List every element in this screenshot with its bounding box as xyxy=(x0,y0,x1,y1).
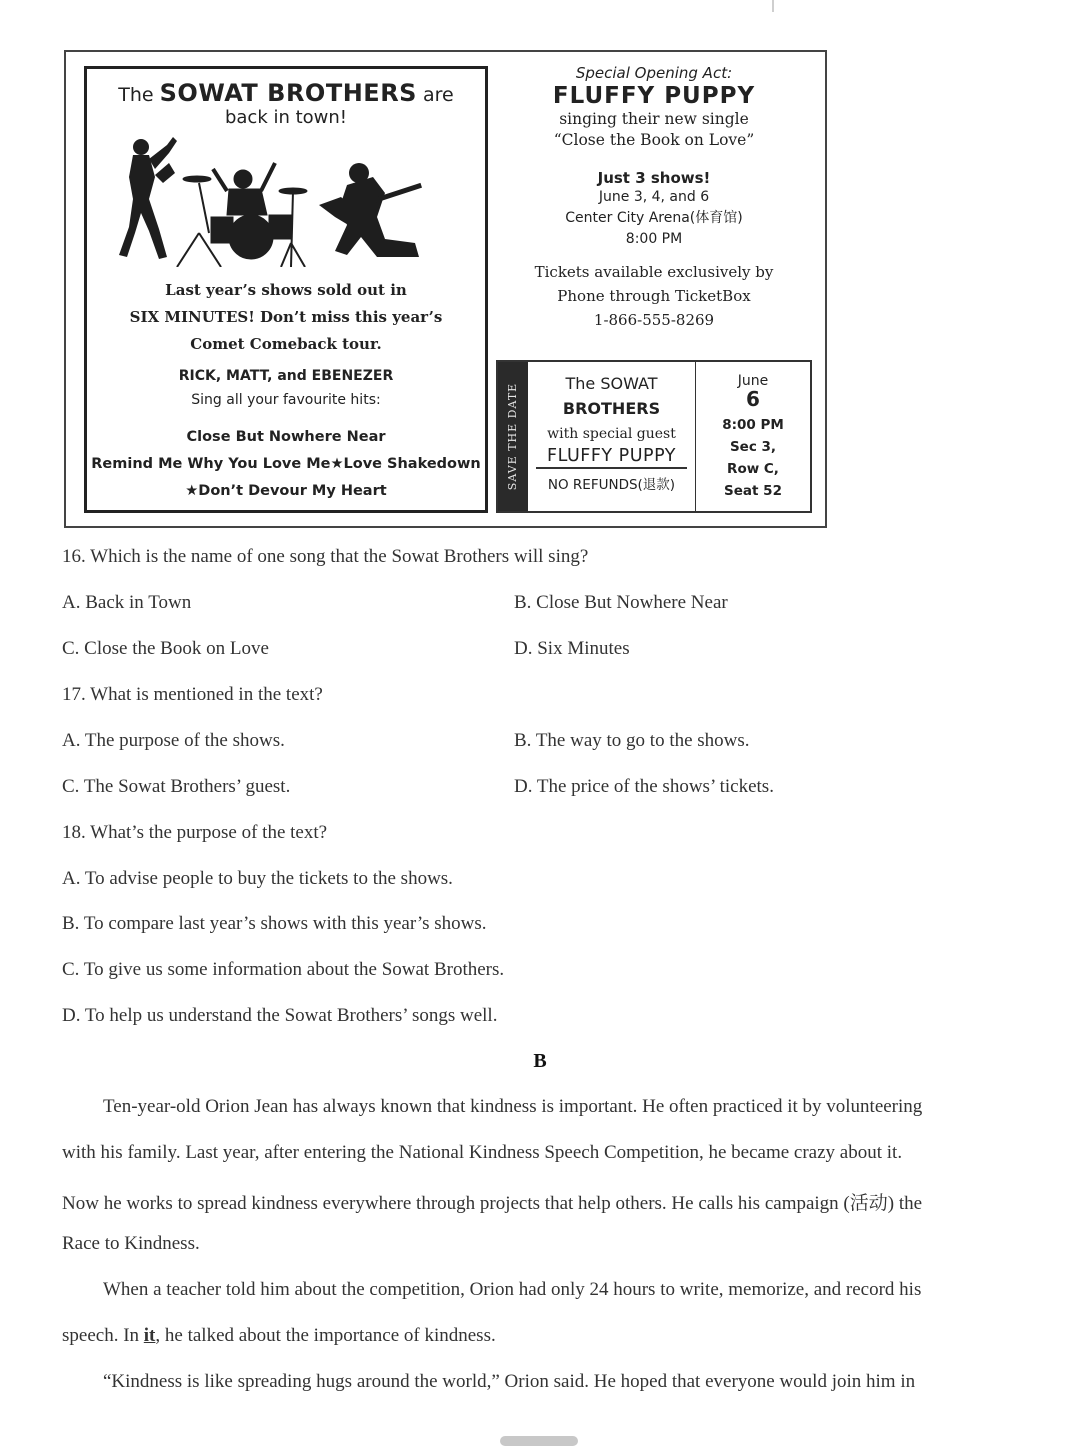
ticket-graphic xyxy=(496,360,812,513)
underlined-word-it: it xyxy=(143,1325,156,1346)
question-18-option-d[interactable]: D. To help us understand the Sowat Brothers’ songs well. xyxy=(62,1005,498,1026)
ticket-seat: Seat 52 xyxy=(724,483,782,499)
passage-line-6-end: , he talked about the importance of kindness. xyxy=(155,1325,496,1346)
tickets-phone: 1-866-555-8269 xyxy=(593,311,715,329)
ticket-no-refunds: NO REFUNDS(退款) xyxy=(547,477,676,493)
song-line-1: Close But Nowhere Near xyxy=(186,429,386,445)
hits-line: Sing all your favourite hits: xyxy=(191,392,381,408)
question-17-option-d[interactable]: D. The price of the shows’ tickets. xyxy=(514,776,774,797)
ticket-time: 8:00 PM xyxy=(722,417,784,433)
question-16-option-b[interactable]: B. Close But Nowhere Near xyxy=(514,592,728,613)
question-17-option-b[interactable]: B. The way to go to the shows. xyxy=(514,730,750,751)
ticket-details xyxy=(696,414,810,502)
question-17-option-a[interactable]: A. The purpose of the shows. xyxy=(62,730,285,751)
song-line-2: Remind Me Why You Love Me★Love Shakedown xyxy=(91,456,481,472)
ad-song-list xyxy=(87,424,485,505)
question-16-option-c[interactable]: C. Close the Book on Love xyxy=(62,638,269,659)
members-line: RICK, MATT, and EBENEZER xyxy=(178,368,394,384)
saxophone-player-silhouette xyxy=(119,137,177,259)
passage-line-2: with his family. Last year, after entering the National Kindness Speech Competition, he became crazy about it. xyxy=(62,1142,903,1163)
question-17-stem: 17. What is mentioned in the text? xyxy=(62,684,323,705)
concert-advertisement xyxy=(64,50,827,528)
promo-line-3: Comet Comeback tour. xyxy=(190,335,382,353)
ad-headline-pre: The xyxy=(118,84,154,106)
question-16-option-d[interactable]: D. Six Minutes xyxy=(514,638,630,659)
tickets-info xyxy=(496,260,812,332)
promo-line-2: SIX MINUTES! Don’t miss this year’s xyxy=(129,308,443,326)
ad-members-text xyxy=(87,364,485,412)
opening-act-panel xyxy=(496,64,812,332)
ticket-line-2: BROTHERS xyxy=(562,399,661,418)
band-silhouettes-illustration xyxy=(115,133,435,267)
ad-subheadline: back in town! xyxy=(224,107,348,128)
passage-line-3: Now he works to spread kindness everywhere through projects that help others. He calls his campaign (活动) the xyxy=(62,1193,923,1214)
drummer-silhouette xyxy=(177,163,307,267)
tickets-line-2: Phone through TicketBox xyxy=(557,287,751,305)
section-heading: B xyxy=(533,1050,547,1072)
ad-headline-post: are xyxy=(423,84,454,106)
song-line-3: ★Don’t Devour My Heart xyxy=(185,483,387,499)
passage-line-7: “Kindness is like spreading hugs around the world,” Orion said. He hoped that everyone would join him in xyxy=(103,1371,916,1392)
single-line-2: “Close the Book on Love” xyxy=(553,131,755,149)
question-18-option-a[interactable]: A. To advise people to buy the tickets to the shows. xyxy=(62,868,453,889)
single-line-1: singing their new single xyxy=(559,110,749,128)
venue: Center City Arena(体育馆) xyxy=(565,210,743,226)
question-18-option-b[interactable]: B. To compare last year’s shows with this year’s shows. xyxy=(62,913,487,934)
promo-line-1: Last year’s shows sold out in xyxy=(165,281,407,299)
ticket-day: 6 xyxy=(746,387,760,411)
ad-headline xyxy=(87,79,485,107)
show-dates: June 3, 4, and 6 xyxy=(598,189,710,205)
guitarist-silhouette xyxy=(319,163,422,257)
ticket-line-1: The SOWAT xyxy=(565,374,658,393)
special-opening-label: Special Opening Act: xyxy=(575,64,733,82)
ticket-row: Row C, xyxy=(727,461,779,477)
ticket-seat-info xyxy=(696,362,810,511)
opening-band-name: FLUFFY PUPPY xyxy=(552,83,756,109)
ad-headline-band: SOWAT BROTHERS xyxy=(159,79,417,107)
question-18-option-c[interactable]: C. To give us some information about the Sowat Brothers. xyxy=(62,959,505,980)
ticket-month: June xyxy=(737,373,769,389)
ticket-stub xyxy=(498,362,528,511)
shows-count: Just 3 shows! xyxy=(597,169,711,187)
passage-line-6 xyxy=(62,1325,496,1347)
question-17-option-c[interactable]: C. The Sowat Brothers’ guest. xyxy=(62,776,291,797)
ticket-line-3: with special guest xyxy=(547,426,676,442)
question-18-stem: 18. What’s the purpose of the text? xyxy=(62,822,328,843)
ticket-main xyxy=(528,362,696,511)
scroll-indicator[interactable] xyxy=(500,1436,578,1446)
passage-line-4: Race to Kindness. xyxy=(62,1233,200,1254)
passage-line-6-start: speech. In xyxy=(62,1325,144,1346)
ticket-guest-name: FLUFFY PUPPY xyxy=(536,446,687,469)
question-16-stem: 16. Which is the name of one song that the Sowat Brothers will sing? xyxy=(62,546,589,567)
passage-line-1: Ten-year-old Orion Jean has always known that kindness is important. He often practiced it by volunteering xyxy=(103,1096,923,1117)
top-edge-mark xyxy=(772,0,774,12)
ticket-stub-text: SAVE THE DATE xyxy=(506,382,520,491)
ticket-section: Sec 3, xyxy=(729,439,777,455)
tickets-line-1: Tickets available exclusively by xyxy=(534,263,774,281)
show-time: 8:00 PM xyxy=(625,231,683,247)
ad-promo-text xyxy=(87,277,485,358)
passage-line-5: When a teacher told him about the competition, Orion had only 24 hours to write, memorize, and record his xyxy=(103,1279,922,1300)
question-16-option-a[interactable]: A. Back in Town xyxy=(62,592,192,613)
sowat-brothers-panel xyxy=(84,66,488,513)
